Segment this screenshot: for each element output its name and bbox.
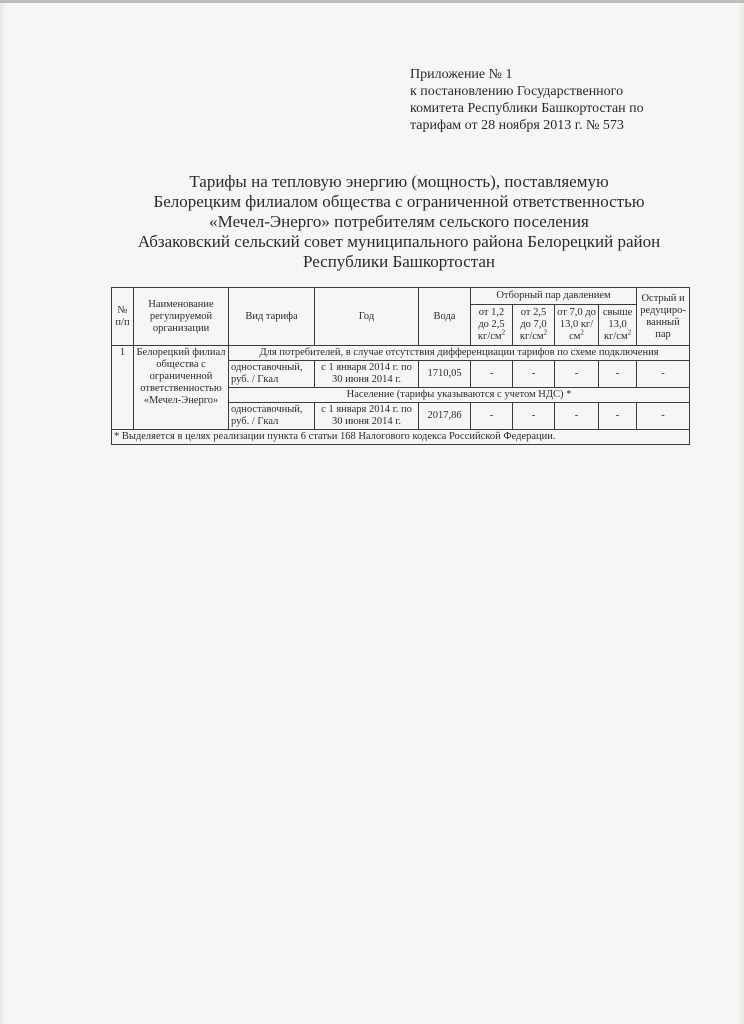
header-steam-1: от 1,2 до 2,5 $кг/см^2$ xyxy=(471,305,513,346)
title-line: «Мечел-Энерго» потребителям сельского поселения xyxy=(209,212,589,231)
section-caption: Для потребителей, в случае отсутствия дифференциации тарифов по схеме подключения xyxy=(229,346,690,361)
header-steam-group: Отборный пар давлением xyxy=(471,288,637,305)
tariff-type-cell: одноставочный, руб. / Гкал xyxy=(229,361,315,388)
year-cell: с 1 января 2014 г. по 30 июня 2014 г. xyxy=(315,403,419,430)
header-tariff-type: Вид тарифа xyxy=(229,288,315,346)
steam-4-cell: - xyxy=(599,361,637,388)
tariff-table xyxy=(111,287,690,445)
steam-3-cell: - xyxy=(555,361,599,388)
year-cell: с 1 января 2014 г. по 30 июня 2014 г. xyxy=(315,361,419,388)
steam-4-cell: - xyxy=(599,403,637,430)
title-line: Белорецким филиалом общества с ограниченной ответственностью xyxy=(153,192,645,211)
header-steam-2: от 2,5 до 7,0 $кг/см^2$ xyxy=(513,305,555,346)
section-caption: Население (тарифы указываются с учетом НДС) * xyxy=(229,388,690,403)
steam-3-cell: - xyxy=(555,403,599,430)
header-steam-3: от 7,0 до 13,0 $кг/см^2$ xyxy=(555,305,599,346)
steam-2-cell: - xyxy=(513,403,555,430)
header-sharp-steam: Острый и редуциро-ванный пар xyxy=(637,288,690,346)
appendix-block xyxy=(410,66,710,134)
sharp-steam-cell: - xyxy=(637,403,690,430)
steam-2-cell: - xyxy=(513,361,555,388)
row-number: 1 xyxy=(112,346,134,430)
appendix-line: Приложение № 1 xyxy=(410,67,513,82)
header-year: Год xyxy=(315,288,419,346)
tariff-type-cell: одноставочный, руб. / Гкал xyxy=(229,403,315,430)
title-line: Абзаковский сельский совет муниципального района Белорецкий район xyxy=(137,232,661,251)
table-row xyxy=(112,346,690,361)
organization-name: Белорецкий филиал общества с ограниченной ответственностью «Мечел-Энерго» xyxy=(134,346,229,430)
header-org: Наименование регулируемой организации xyxy=(134,288,229,346)
title-line: Тарифы на тепловую энергию (мощность), поставляемую xyxy=(189,172,609,191)
title-line: Республики Башкортостан xyxy=(302,252,496,271)
footnote-row xyxy=(112,430,690,445)
header-water: Вода xyxy=(419,288,471,346)
appendix-line: к постановлению Государственного xyxy=(410,84,624,99)
steam-1-cell: - xyxy=(471,361,513,388)
appendix-line: тарифам от 28 ноября 2013 г. № 573 xyxy=(410,118,624,133)
water-cell: 2017,86 xyxy=(419,403,471,430)
appendix-line: комитета Республики Башкортостан по xyxy=(410,101,644,116)
document-title xyxy=(110,172,688,272)
header-row xyxy=(112,288,690,305)
footnote: * Выделяется в целях реализации пункта 6 статьи 168 Налогового кодекса Российской Федерации. xyxy=(112,430,690,445)
header-steam-4: свыше 13,0 $кг/см^2$ xyxy=(599,305,637,346)
water-cell: 1710,05 xyxy=(419,361,471,388)
sharp-steam-cell: - xyxy=(637,361,690,388)
steam-1-cell: - xyxy=(471,403,513,430)
scan-edge xyxy=(0,0,744,3)
header-num: № п/п xyxy=(112,288,134,346)
